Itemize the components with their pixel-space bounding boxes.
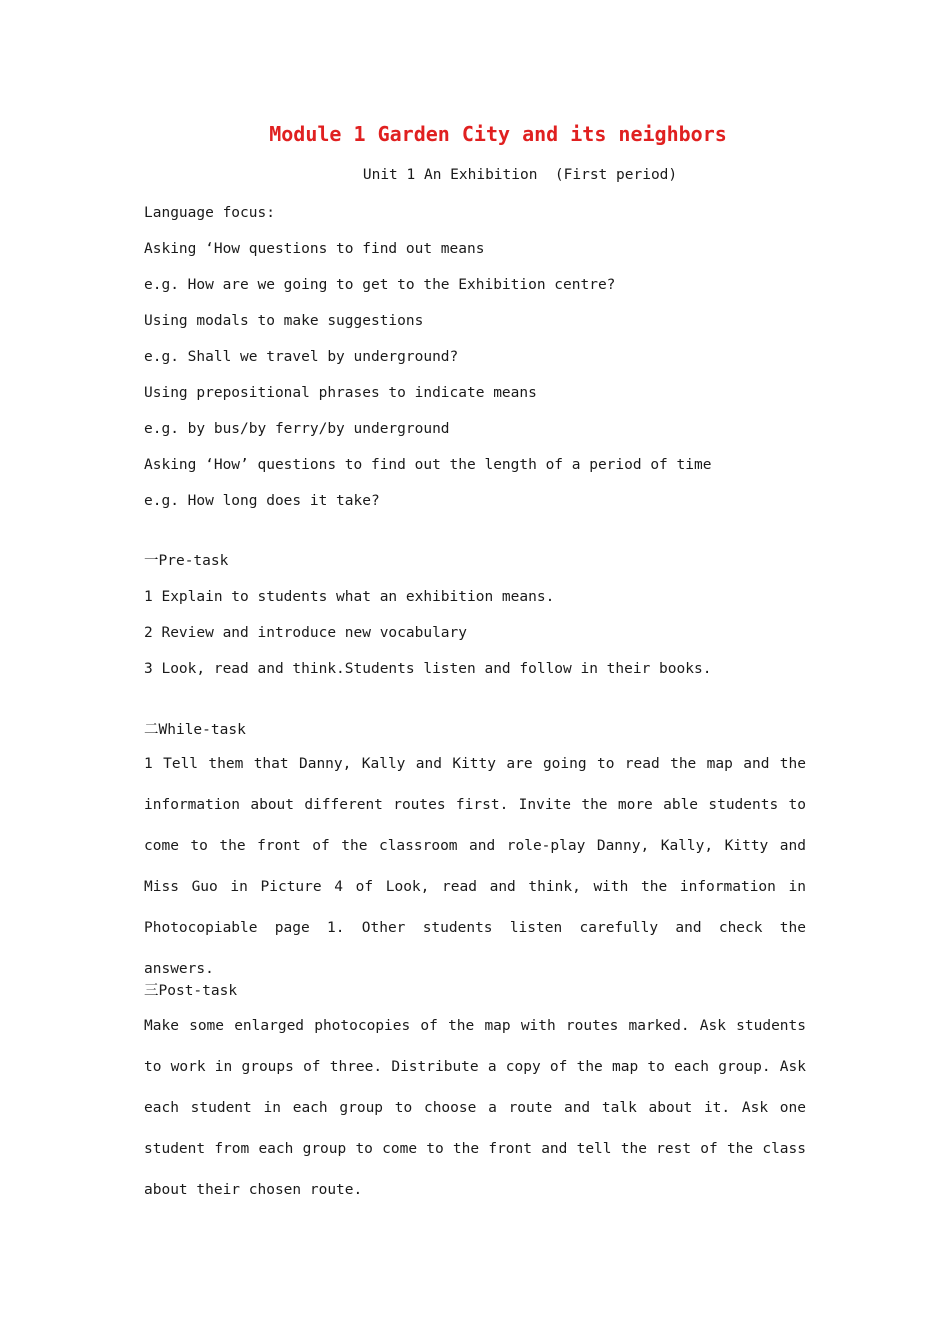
while-task-paragraph: 1 Tell them that Danny, Kally and Kitty are going to read the map and the information about different routes first. Invite the more able students to come to the front of the classroom and role-play Danny, Kally, Kitty and Miss Guo in Picture 4 of Look, read and think, with the information in Photocopiable page 1. Other students listen carefully and check the answers.: [144, 756, 806, 977]
language-focus-line: e.g. How are we going to get to the Exhibition centre?: [144, 277, 616, 293]
language-focus-line: Using modals to make suggestions: [144, 313, 424, 329]
pre-task-heading: 一Pre-task: [144, 553, 229, 569]
language-focus-line: Asking ‘How’ questions to find out the length of a period of time: [144, 457, 712, 473]
pre-task-item: 3 Look, read and think.Students listen and follow in their books.: [144, 661, 712, 677]
post-task-paragraph: Make some enlarged photocopies of the map with routes marked. Ask students to work in groups of three. Distribute a copy of the map to each group. Ask each student in each group to choose a route and talk about it. Ask one student from each group to come to the front and tell the rest of the class about their chosen route.: [144, 1018, 806, 1198]
post-task-heading: 三Post-task: [144, 983, 238, 999]
language-focus-heading: Language focus:: [144, 205, 275, 221]
language-focus-line: e.g. How long does it take?: [144, 493, 380, 509]
language-focus-line: Using prepositional phrases to indicate means: [144, 385, 537, 401]
language-focus-line: e.g. Shall we travel by underground?: [144, 349, 459, 365]
while-task-heading: 二While-task: [144, 722, 246, 738]
language-focus-line: Asking ‘How questions to find out means: [144, 241, 485, 257]
language-focus-line: e.g. by bus/by ferry/by underground: [144, 421, 450, 437]
unit-subtitle: Unit 1 An Exhibition (First period): [362, 167, 678, 183]
pre-task-item: 1 Explain to students what an exhibition means.: [144, 589, 555, 605]
module-title: Module 1 Garden City and its neighbors: [269, 122, 727, 146]
pre-task-item: 2 Review and introduce new vocabulary: [144, 625, 468, 641]
